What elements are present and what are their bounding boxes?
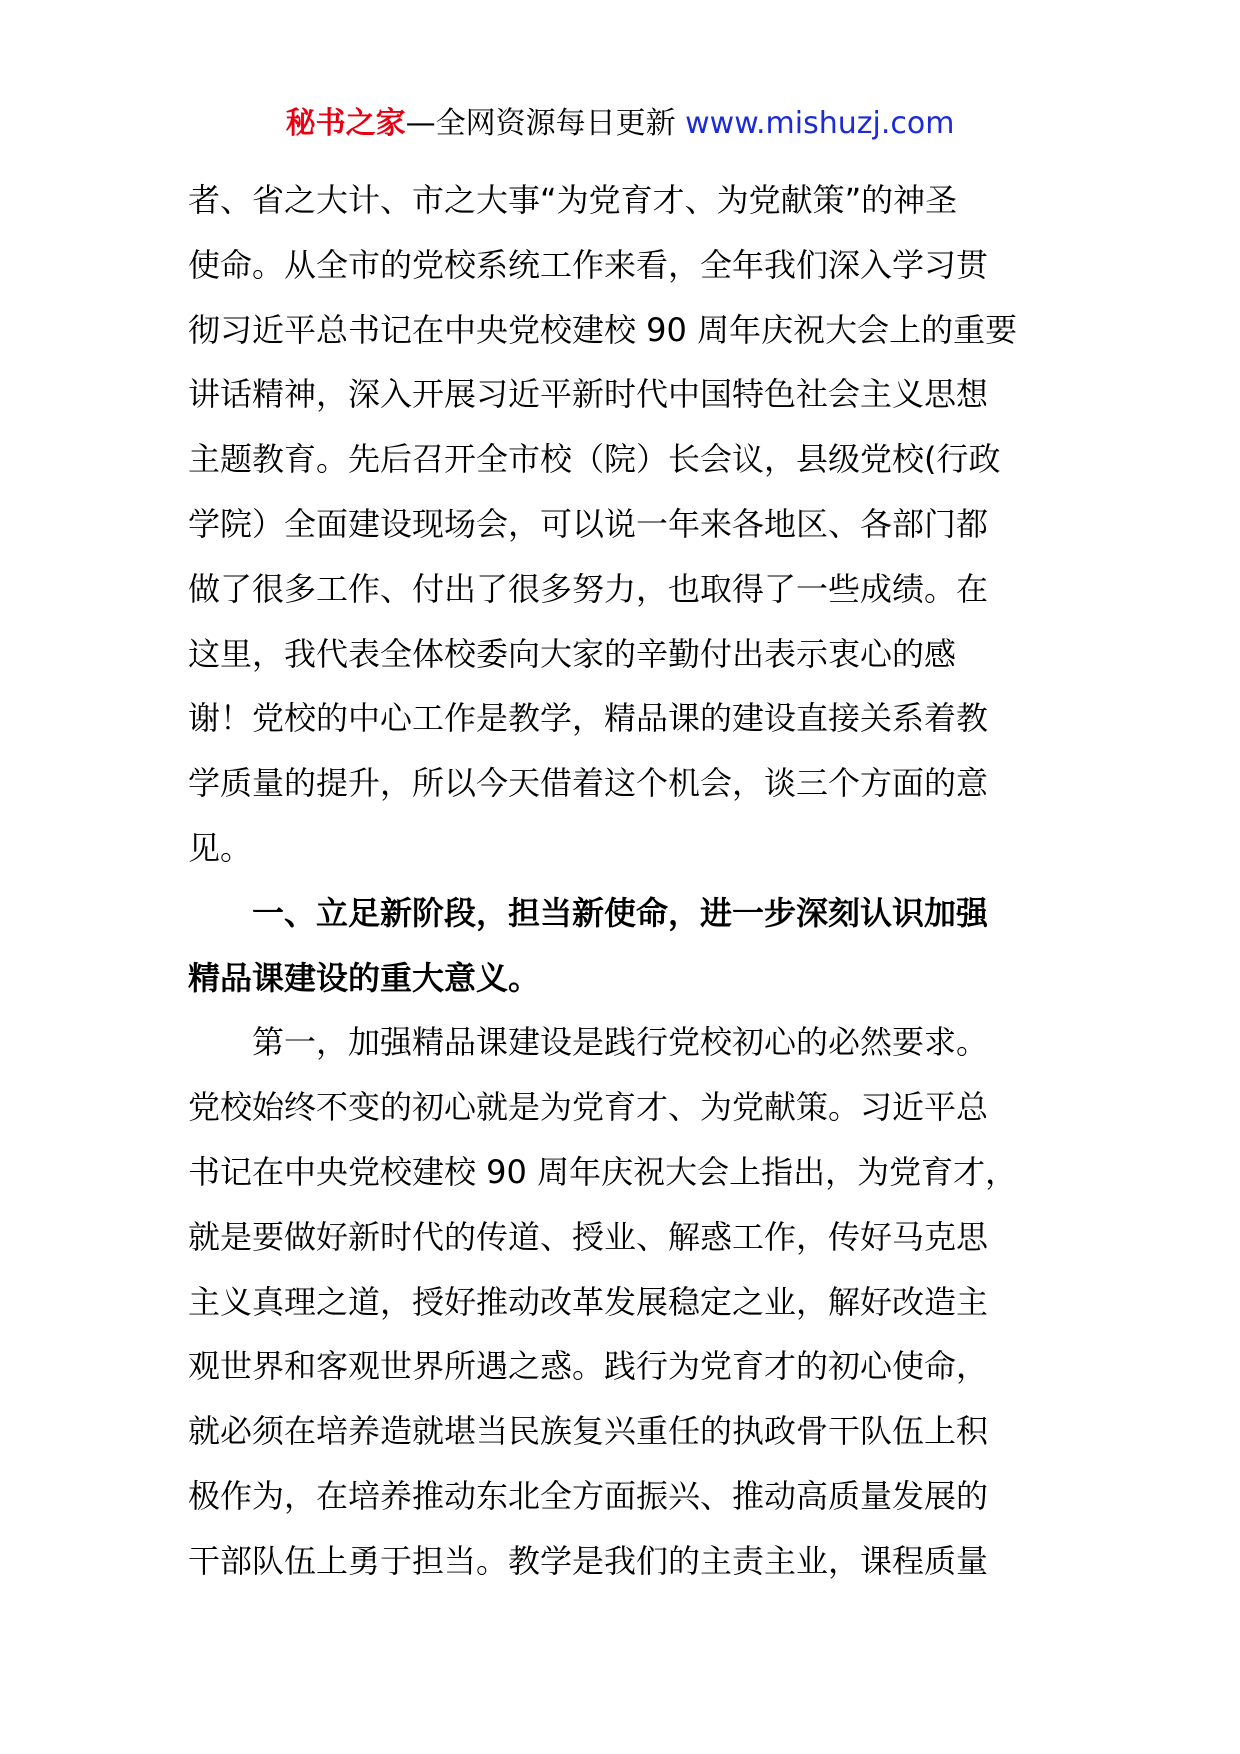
text-line: 见。 [188,828,253,867]
site-url-link[interactable]: www.mishuzj.com [685,106,955,141]
text-line: 极作为，在培养推动东北全方面振兴、推动高质量发展的 [188,1476,989,1515]
site-tagline: —全网资源每日更新 [405,106,676,141]
text-line: 谢！党校的中心工作是教学，精品课的建设直接关系着教 [188,699,989,738]
text-line: 就是要做好新时代的传道、授业、解惑工作，传好马克思 [188,1217,989,1256]
section-heading: 一、立足新阶段，担当新使命，进一步深刻认识加强 [252,893,989,932]
text-line: 主义真理之道，授好推动改革发展稳定之业，解好改造主 [188,1282,989,1321]
text-line: 讲话精神，深入开展习近平新时代中国特色社会主义思想 [188,375,989,414]
text-line: 者、省之大计、市之大事“为党育才、为党献策”的神圣 [188,181,958,219]
text-line: 观世界和客观世界所遇之惑。践行为党育才的初心使命， [188,1347,989,1386]
text-line: 彻习近平总书记在中央党校建校 90 周年庆祝大会上的重要 [188,310,1018,349]
text-line: 书记在中央党校建校 90 周年庆祝大会上指出，为党育才， [188,1152,1018,1191]
text-line: 做了很多工作、付出了很多努力，也取得了一些成绩。在 [188,569,989,608]
text-line: 这里，我代表全体校委向大家的辛勤付出表示衷心的感 [188,634,957,673]
text-line: 党校始终不变的初心就是为党育才、为党献策。习近平总 [188,1088,989,1127]
text-line: 就必须在培养造就堪当民族复兴重任的执政骨干队伍上积 [188,1412,989,1451]
site-brand: 秘书之家 [285,106,406,141]
text-line: 学院）全面建设现场会，可以说一年来各地区、各部门都 [188,504,989,543]
page-header [0,104,1240,144]
document-body [188,168,1068,1594]
text-line: 学质量的提升，所以今天借着这个机会，谈三个方面的意 [188,764,989,803]
section-heading-continued: 精品课建设的重大意义。 [188,958,541,997]
text-line: 干部队伍上勇于担当。教学是我们的主责主业，课程质量 [188,1541,989,1580]
paragraph-first-line: 第一，加强精品课建设是践行党校初心的必然要求。 [252,1023,989,1062]
text-line: 使命。从全市的党校系统工作来看，全年我们深入学习贯 [188,245,989,284]
text-line: 主题教育。先后召开全市校（院）长会议，县级党校(行政 [188,440,1001,479]
